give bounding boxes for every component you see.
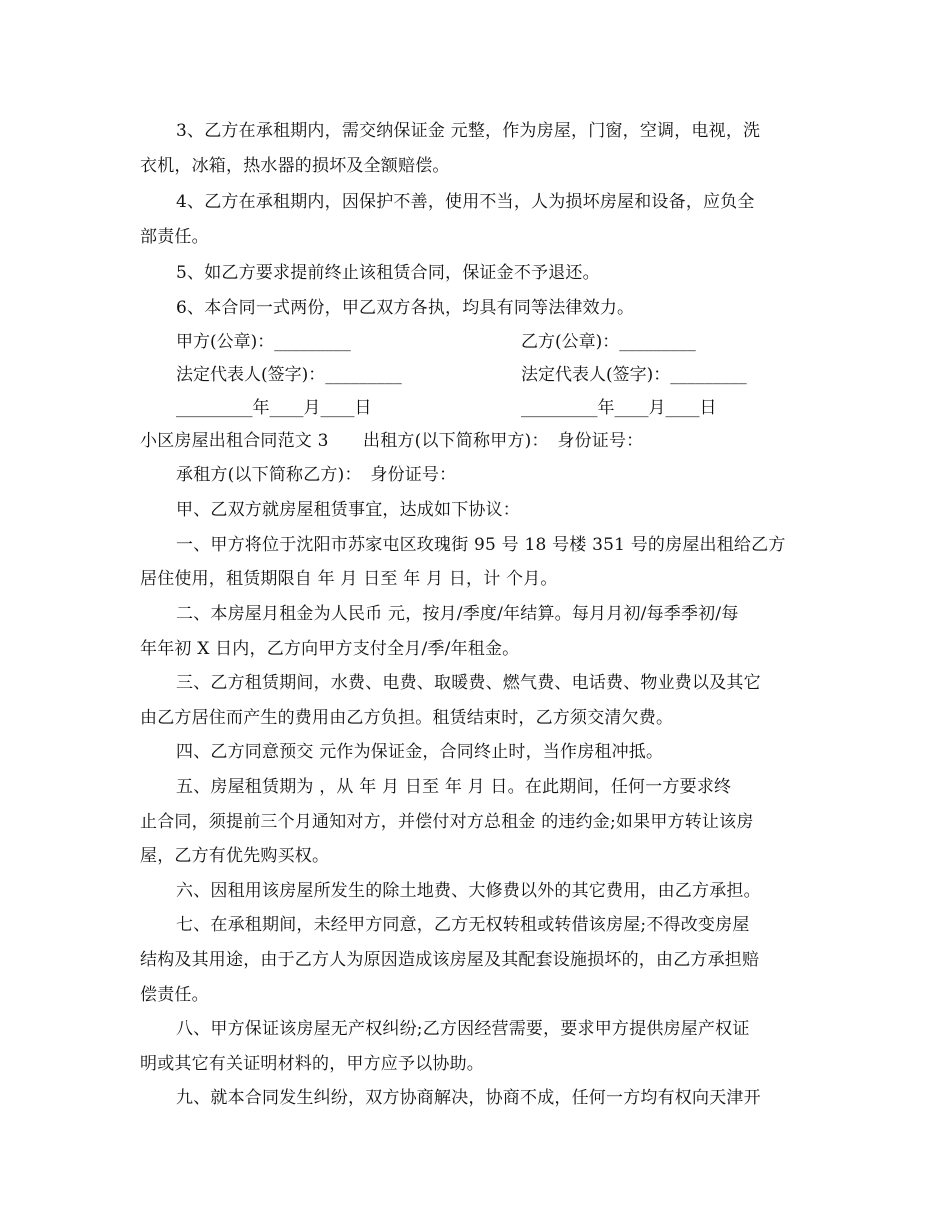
clause-5: 5、如乙方要求提前终止该租赁合同，保证金不予退还。 [176, 263, 600, 283]
lessee-line: 承租方(以下简称乙方)： 身份证号： [176, 465, 457, 485]
clause-3-line-1: 3、乙方在承租期内，需交纳保证金 元整，作为房屋，门窗，空调，电视，洗 [176, 121, 761, 141]
article-7-line-2: 结构及其用途，由于乙方人为原因造成该房屋及其配套设施损坏的，由乙方承担赔 [140, 950, 760, 970]
article-8-line-1: 八、甲方保证该房屋无产权纠纷;乙方因经营需要，要求甲方提供房屋产权证 [176, 1019, 750, 1039]
article-5-line-3: 屋，乙方有优先购买权。 [140, 846, 330, 866]
party-b-representative: 法定代表人(签字)：_________ [521, 365, 747, 385]
clause-6: 6、本合同一式两份，甲乙双方各执，均具有同等法律效力。 [176, 298, 635, 318]
article-3-line-2: 由乙方居住而产生的费用由乙方负担。租赁结束时，乙方须交清欠费。 [140, 708, 674, 728]
article-1-line-1: 一、甲方将位于沈阳市苏家屯区玫瑰街 95 号 18 号楼 351 号的房屋出租给乙方 [176, 535, 786, 555]
article-6: 六、因租用该房屋所发生的除土地费、大修费以外的其它费用，由乙方承担。 [176, 881, 761, 901]
party-a-date: _________年____月____日 [176, 398, 372, 418]
party-a-representative: 法定代表人(签字)：_________ [176, 365, 402, 385]
article-7-line-1: 七、在承租期间，未经甲方同意，乙方无权转租或转借该房屋;不得改变房屋 [176, 915, 750, 935]
article-8-line-2: 明或其它有关证明材料的，甲方应予以协助。 [140, 1054, 484, 1074]
party-a-seal: 甲方(公章)：_________ [176, 332, 351, 352]
article-2-line-1: 二、本房屋月租金为人民币 元，按月/季度/年结算。每月月初/每季季初/每 [176, 604, 739, 624]
article-7-line-3: 偿责任。 [140, 985, 209, 1005]
agreement-intro: 甲、乙双方就房屋租赁事宜，达成如下协议： [176, 500, 520, 520]
article-2-line-2: 年年初 X 日内，乙方向甲方支付全月/季/年租金。 [140, 639, 520, 659]
article-1-line-2: 居住使用，租赁期限自 年 月 日至 年 月 日，计 个月。 [140, 569, 558, 589]
article-5-line-1: 五、房屋租赁期为 ，从 年 月 日至 年 月 日。在此期间，任何一方要求终 [176, 777, 732, 797]
clause-4-line-2: 部责任。 [140, 227, 209, 247]
article-4: 四、乙方同意预交 元作为保证金，合同终止时，当作房租冲抵。 [176, 742, 664, 762]
clause-3-line-2: 衣机，冰箱，热水器的损坏及全额赔偿。 [140, 156, 450, 176]
party-b-date: _________年____月____日 [521, 398, 717, 418]
article-5-line-2: 止合同，须提前三个月通知对方，并偿付对方总租金 的违约金;如果甲方转让该房 [140, 812, 754, 832]
party-b-seal: 乙方(公章)：_________ [521, 332, 696, 352]
article-3-line-1: 三、乙方租赁期间，水费、电费、取暖费、燃气费、电话费、物业费以及其它 [176, 673, 761, 693]
clause-4-line-1: 4、乙方在承租期内，因保护不善，使用不当，人为损坏房屋和设备，应负全 [176, 192, 755, 212]
article-9-line-1: 九、就本合同发生纠纷，双方协商解决，协商不成，任何一方均有权向天津开 [176, 1088, 761, 1108]
contract-title-line: 小区房屋出租合同范文 3 出租方(以下简称甲方)： 身份证号： [140, 431, 644, 451]
